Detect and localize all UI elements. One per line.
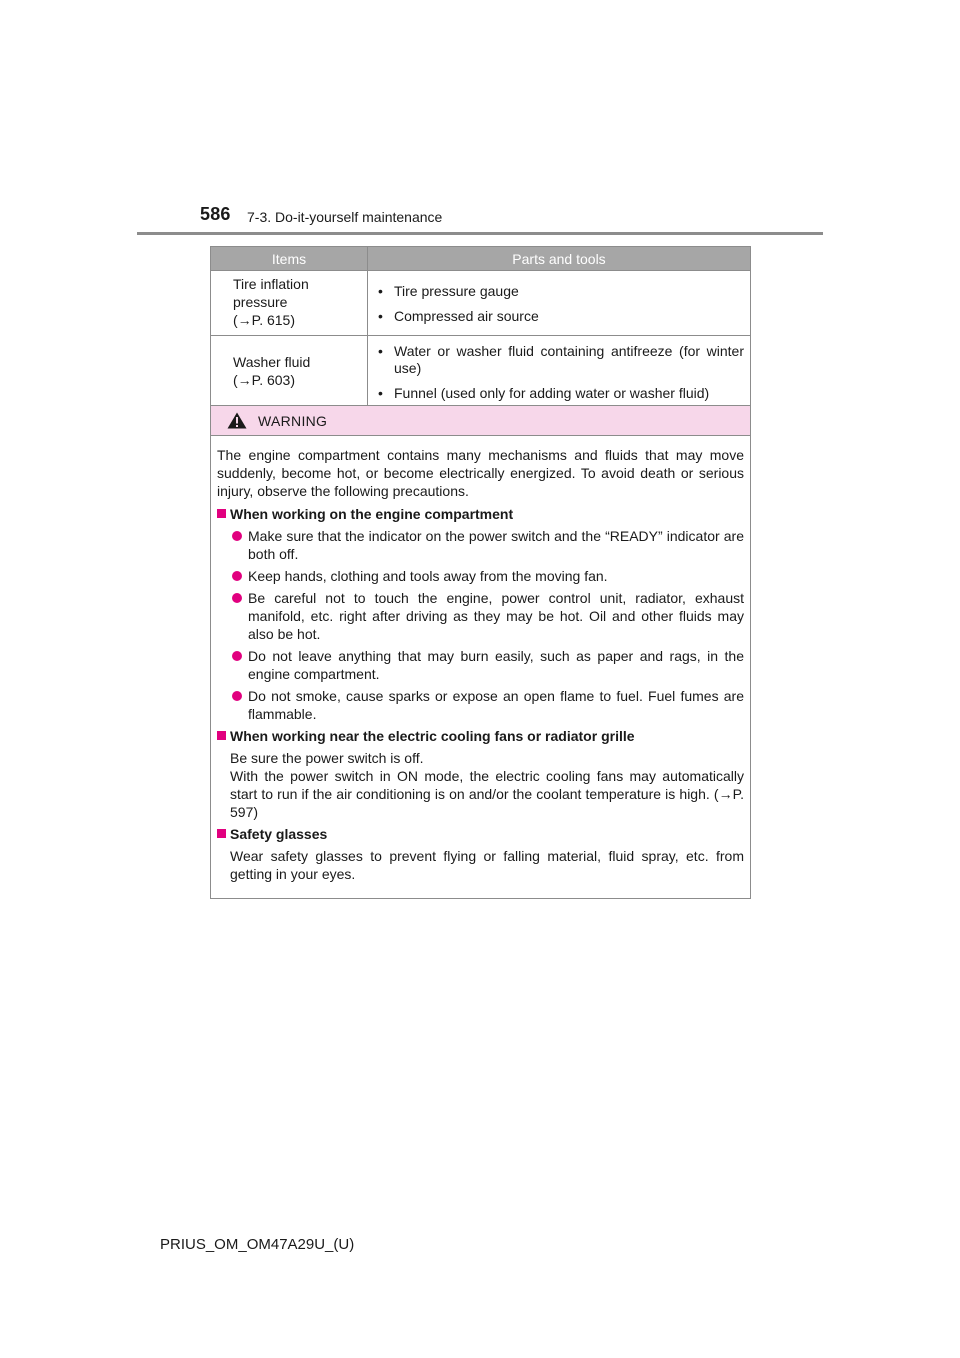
page-reference: (→P. 615) xyxy=(233,312,295,328)
warning-body xyxy=(211,436,750,883)
part-text: Compressed air source xyxy=(394,307,539,324)
list-item-text: Do not leave anything that may burn easily, such as paper and rags, in the engine compartment. xyxy=(248,648,744,682)
warning-box xyxy=(210,405,751,899)
bullet-icon: • xyxy=(378,282,383,299)
warning-header xyxy=(211,406,750,436)
section-paragraph xyxy=(217,749,744,821)
part-text: Water or washer fluid containing antifreeze (for winter use) xyxy=(394,343,744,376)
circle-bullet-icon xyxy=(232,593,242,603)
part-text: Funnel (used only for adding water or washer fluid) xyxy=(394,385,710,401)
section-label: 7-3. Do-it-yourself maintenance xyxy=(247,209,443,225)
section-paragraph: Wear safety glasses to prevent flying or falling material, fluid spray, etc. from getting in your eyes. xyxy=(230,848,744,882)
item-line: Tire inflation xyxy=(233,276,309,292)
list-item xyxy=(378,308,744,325)
item-cell xyxy=(211,271,368,336)
bullet-icon: • xyxy=(378,385,383,401)
list-item-text: Be careful not to touch the engine, power control unit, radiator, exhaust manifold, etc. right after driving as they may be hot. Oil and other fluids may also be hot. xyxy=(248,590,744,642)
list-item xyxy=(217,527,744,563)
warning-intro: The engine compartment contains many mechanisms and fluids that may move suddenly, become hot, or become electrically energized. To avoid death or serious injury, observe the following precautions. xyxy=(217,447,744,499)
page-reference: (→P. 603) xyxy=(233,372,295,388)
list-item xyxy=(378,343,744,377)
list-item xyxy=(217,687,744,723)
list-item xyxy=(217,589,744,643)
parts-cell xyxy=(368,271,751,336)
circle-bullet-icon xyxy=(232,691,242,701)
circle-bullet-icon xyxy=(232,651,242,661)
circle-bullet-icon xyxy=(232,571,242,581)
list-item xyxy=(378,283,744,300)
section-heading xyxy=(217,505,744,523)
item-cell xyxy=(211,336,368,409)
page-number: 586 xyxy=(200,204,231,224)
item-line: Washer fluid xyxy=(233,354,311,370)
square-bullet-icon xyxy=(217,509,226,518)
bullet-icon: • xyxy=(378,343,383,359)
document-id: PRIUS_OM_OM47A29U_(U) xyxy=(160,1236,355,1253)
parts-cell xyxy=(368,336,751,409)
parts-tools-table xyxy=(210,246,751,409)
table-row xyxy=(211,336,751,409)
column-header-items: Items xyxy=(211,247,368,271)
bullet-icon: • xyxy=(378,307,383,324)
list-item xyxy=(378,385,744,402)
circle-bullet-icon xyxy=(232,531,242,541)
paragraph-line: Be sure the power switch is off. xyxy=(230,750,424,766)
table-header-row xyxy=(211,247,751,271)
list-item-text: Make sure that the indicator on the power switch and the “READY” indicator are both off. xyxy=(248,528,744,562)
part-text: Tire pressure gauge xyxy=(394,282,519,299)
list-item xyxy=(217,647,744,683)
warning-title: WARNING xyxy=(258,413,328,429)
section-heading-text: Safety glasses xyxy=(230,826,328,842)
header-divider xyxy=(137,232,823,235)
warning-triangle-icon xyxy=(227,412,247,429)
list-item-text: Do not smoke, cause sparks or expose an open flame to fuel. Fuel fumes are flammable. xyxy=(248,688,744,722)
item-line: pressure xyxy=(233,294,288,310)
table-row xyxy=(211,271,751,336)
square-bullet-icon xyxy=(217,731,226,740)
section-heading xyxy=(217,727,744,745)
section-heading-text: When working near the electric cooling fans or radiator grille xyxy=(230,728,635,744)
list-item-text: Keep hands, clothing and tools away from the moving fan. xyxy=(248,568,608,584)
square-bullet-icon xyxy=(217,829,226,838)
paragraph-line: With the power switch in ON mode, the electric cooling fans may automatically start to run if the air conditioning is on and/or the coolant temperature is high. (→P. 597) xyxy=(230,768,744,820)
section-heading xyxy=(217,825,744,843)
section-heading-text: When working on the engine compartment xyxy=(230,506,514,522)
column-header-parts: Parts and tools xyxy=(368,247,751,271)
list-item xyxy=(217,567,744,585)
